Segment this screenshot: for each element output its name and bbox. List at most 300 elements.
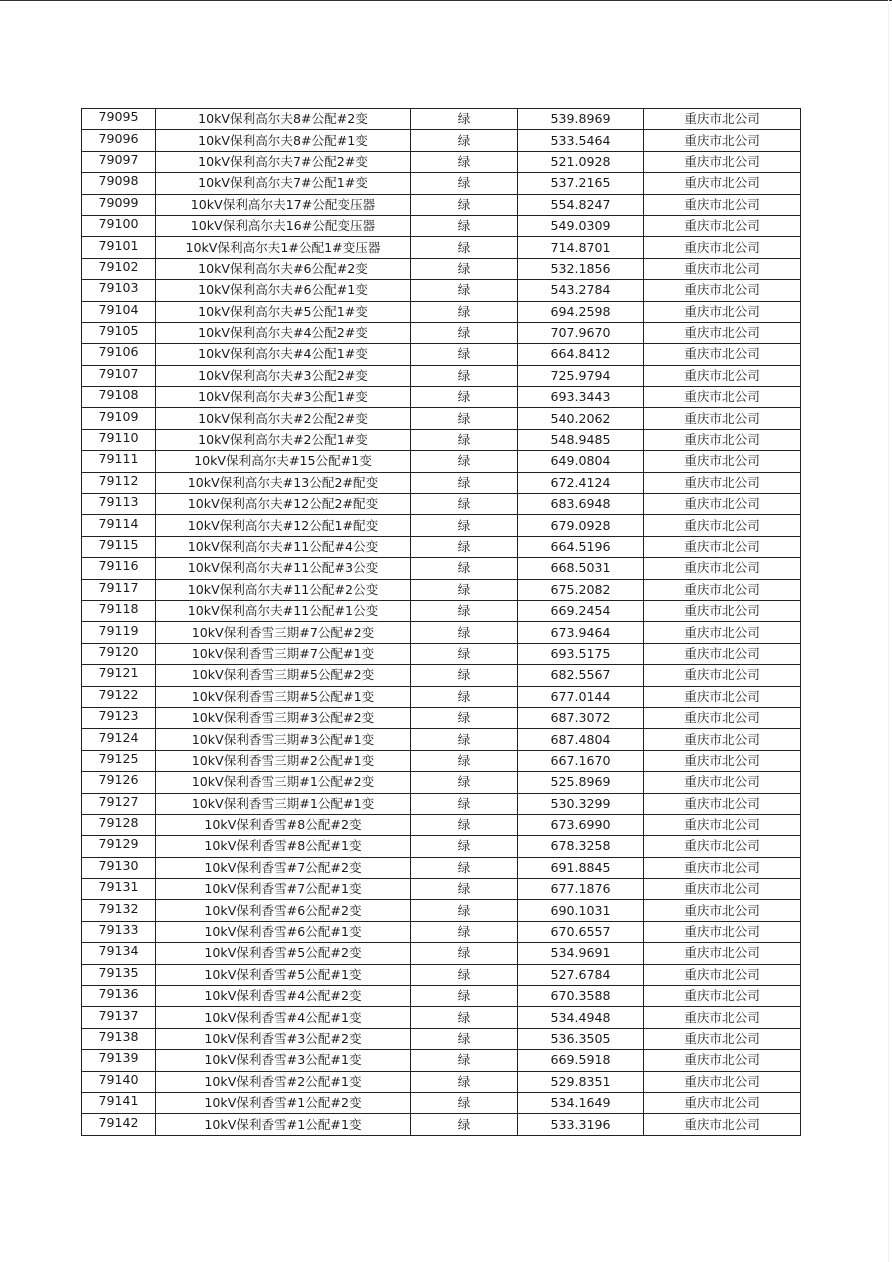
cell-status-color-text: 绿 bbox=[457, 731, 471, 747]
cell-id-text: 79140 bbox=[98, 1071, 139, 1087]
cell-value bbox=[518, 515, 644, 536]
cell-value bbox=[518, 322, 644, 343]
table-row bbox=[82, 986, 801, 1007]
cell-company bbox=[644, 900, 801, 921]
cell-status-color bbox=[411, 579, 518, 600]
cell-company bbox=[644, 515, 801, 536]
cell-id bbox=[82, 964, 156, 985]
cell-transformer-name-text: 10kV保利香雪#7公配#2变 bbox=[204, 859, 362, 875]
cell-id bbox=[82, 1071, 156, 1092]
cell-value-text: 549.0309 bbox=[550, 218, 611, 234]
cell-company-text: 重庆市北公司 bbox=[684, 517, 760, 533]
cell-transformer-name bbox=[156, 558, 411, 579]
cell-status-color bbox=[411, 280, 518, 301]
cell-company-text: 重庆市北公司 bbox=[684, 410, 760, 426]
cell-id bbox=[82, 1114, 156, 1135]
cell-status-color bbox=[411, 173, 518, 194]
table-row bbox=[82, 194, 801, 215]
cell-value bbox=[518, 793, 644, 814]
cell-value bbox=[518, 600, 644, 621]
cell-company bbox=[644, 622, 801, 643]
cell-value bbox=[518, 643, 644, 664]
cell-transformer-name bbox=[156, 1050, 411, 1071]
table-row bbox=[82, 1092, 801, 1113]
cell-transformer-name bbox=[156, 1028, 411, 1049]
page-top-rule bbox=[0, 0, 892, 1]
cell-transformer-name bbox=[156, 772, 411, 793]
table-row bbox=[82, 1071, 801, 1092]
cell-id-text: 79130 bbox=[98, 857, 139, 873]
cell-company bbox=[644, 301, 801, 322]
cell-status-color-text: 绿 bbox=[457, 1030, 471, 1046]
cell-status-color bbox=[411, 258, 518, 279]
cell-transformer-name-text: 10kV保利高尔夫#3公配1#变 bbox=[198, 389, 368, 405]
cell-id bbox=[82, 472, 156, 493]
cell-transformer-name-text: 10kV保利高尔夫#2公配2#变 bbox=[198, 410, 368, 426]
cell-transformer-name-text: 10kV保利高尔夫#4公配1#变 bbox=[198, 346, 368, 362]
cell-value bbox=[518, 579, 644, 600]
cell-company-text: 重庆市北公司 bbox=[684, 218, 760, 234]
cell-transformer-name bbox=[156, 280, 411, 301]
cell-company bbox=[644, 429, 801, 450]
cell-value bbox=[518, 921, 644, 942]
cell-transformer-name-text: 10kV保利高尔夫#5公配1#变 bbox=[198, 303, 368, 319]
cell-status-color-text: 绿 bbox=[457, 410, 471, 426]
cell-status-color bbox=[411, 750, 518, 771]
cell-status-color bbox=[411, 986, 518, 1007]
cell-status-color-text: 绿 bbox=[457, 325, 471, 341]
cell-company-text: 重庆市北公司 bbox=[684, 560, 760, 576]
cell-company bbox=[644, 665, 801, 686]
cell-status-color bbox=[411, 451, 518, 472]
cell-value-text: 649.0804 bbox=[550, 453, 611, 469]
cell-id-text: 79123 bbox=[98, 708, 139, 724]
cell-value-text: 673.9464 bbox=[550, 624, 611, 640]
cell-transformer-name bbox=[156, 686, 411, 707]
cell-value-text: 548.9485 bbox=[550, 432, 611, 448]
cell-value-text: 677.1876 bbox=[550, 881, 611, 897]
cell-id-text: 79101 bbox=[98, 237, 139, 253]
cell-id-text: 79112 bbox=[98, 472, 139, 488]
table-row bbox=[82, 943, 801, 964]
cell-value bbox=[518, 665, 644, 686]
cell-id bbox=[82, 986, 156, 1007]
cell-company-text: 重庆市北公司 bbox=[684, 453, 760, 469]
cell-status-color-text: 绿 bbox=[457, 945, 471, 961]
cell-status-color bbox=[411, 344, 518, 365]
cell-value bbox=[518, 1050, 644, 1071]
cell-company bbox=[644, 237, 801, 258]
cell-company bbox=[644, 1071, 801, 1092]
cell-id bbox=[82, 643, 156, 664]
cell-status-color-text: 绿 bbox=[457, 539, 471, 554]
cell-id bbox=[82, 1007, 156, 1028]
cell-value bbox=[518, 344, 644, 365]
cell-value bbox=[518, 301, 644, 322]
table-row bbox=[82, 879, 801, 900]
cell-transformer-name bbox=[156, 729, 411, 750]
cell-value-text: 687.4804 bbox=[550, 731, 611, 747]
cell-transformer-name bbox=[156, 387, 411, 408]
cell-company-text: 重庆市北公司 bbox=[684, 624, 760, 640]
cell-value-text: 693.5175 bbox=[550, 645, 611, 661]
cell-company-text: 重庆市北公司 bbox=[684, 731, 760, 747]
cell-company-text: 重庆市北公司 bbox=[684, 645, 760, 661]
cell-status-color-text: 绿 bbox=[457, 560, 471, 576]
cell-value-text: 693.3443 bbox=[550, 389, 611, 405]
cell-company-text: 重庆市北公司 bbox=[684, 239, 760, 255]
cell-value bbox=[518, 986, 644, 1007]
cell-id bbox=[82, 344, 156, 365]
cell-status-color bbox=[411, 943, 518, 964]
cell-transformer-name bbox=[156, 451, 411, 472]
cell-value bbox=[518, 472, 644, 493]
cell-company-text: 重庆市北公司 bbox=[684, 1030, 760, 1046]
cell-transformer-name-text: 10kV保利香雪#5公配#1变 bbox=[204, 966, 362, 982]
cell-status-color-text: 绿 bbox=[457, 218, 471, 234]
cell-transformer-name-text: 10kV保利香雪#1公配#2变 bbox=[204, 1095, 362, 1111]
cell-company-text: 重庆市北公司 bbox=[684, 902, 760, 918]
cell-status-color-text: 绿 bbox=[457, 517, 471, 533]
cell-status-color bbox=[411, 814, 518, 835]
cell-status-color-text: 绿 bbox=[457, 752, 471, 768]
cell-transformer-name bbox=[156, 707, 411, 728]
cell-value-text: 682.5567 bbox=[550, 667, 611, 683]
cell-transformer-name-text: 10kV保利高尔夫#11公配#3公变 bbox=[187, 560, 379, 576]
cell-transformer-name bbox=[156, 964, 411, 985]
cell-transformer-name-text: 10kV保利高尔夫#11公配#1公变 bbox=[187, 603, 379, 619]
cell-value bbox=[518, 280, 644, 301]
cell-id bbox=[82, 857, 156, 878]
cell-company bbox=[644, 1028, 801, 1049]
cell-transformer-name-text: 10kV保利香雪三期#1公配#2变 bbox=[191, 774, 375, 790]
cell-status-color bbox=[411, 772, 518, 793]
cell-status-color bbox=[411, 707, 518, 728]
cell-status-color bbox=[411, 558, 518, 579]
cell-status-color-text: 绿 bbox=[457, 902, 471, 918]
cell-status-color bbox=[411, 1071, 518, 1092]
cell-value bbox=[518, 258, 644, 279]
cell-value bbox=[518, 707, 644, 728]
cell-status-color-text: 绿 bbox=[457, 175, 471, 191]
cell-transformer-name bbox=[156, 237, 411, 258]
table-row bbox=[82, 472, 801, 493]
cell-id bbox=[82, 1050, 156, 1071]
cell-value-text: 675.2082 bbox=[550, 581, 611, 597]
table-row bbox=[82, 665, 801, 686]
cell-status-color-text: 绿 bbox=[457, 1073, 471, 1089]
cell-company-text: 重庆市北公司 bbox=[684, 1052, 760, 1068]
cell-status-color-text: 绿 bbox=[457, 282, 471, 298]
cell-company-text: 重庆市北公司 bbox=[684, 988, 760, 1004]
cell-company-text: 重庆市北公司 bbox=[684, 1116, 760, 1132]
cell-id bbox=[82, 1028, 156, 1049]
cell-value bbox=[518, 772, 644, 793]
cell-company bbox=[644, 857, 801, 878]
table-row bbox=[82, 793, 801, 814]
cell-company-text: 重庆市北公司 bbox=[684, 303, 760, 319]
cell-transformer-name-text: 10kV保利高尔夫8#公配#2变 bbox=[198, 111, 368, 127]
cell-id-text: 79096 bbox=[98, 130, 139, 146]
table-row bbox=[82, 836, 801, 857]
cell-value bbox=[518, 365, 644, 386]
table-row bbox=[82, 408, 801, 429]
cell-value-text: 521.0928 bbox=[550, 153, 611, 169]
cell-company bbox=[644, 986, 801, 1007]
cell-id-text: 79128 bbox=[98, 815, 139, 831]
cell-value bbox=[518, 900, 644, 921]
cell-status-color bbox=[411, 1007, 518, 1028]
cell-id-text: 79124 bbox=[98, 729, 139, 745]
cell-transformer-name-text: 10kV保利高尔夫#15公配#1变 bbox=[194, 453, 372, 469]
cell-value bbox=[518, 173, 644, 194]
transformer-table bbox=[81, 108, 801, 1136]
cell-company bbox=[644, 772, 801, 793]
cell-id bbox=[82, 173, 156, 194]
table-row bbox=[82, 130, 801, 151]
cell-company-text: 重庆市北公司 bbox=[684, 966, 760, 982]
cell-transformer-name bbox=[156, 857, 411, 878]
cell-id-text: 79137 bbox=[98, 1007, 139, 1023]
cell-id bbox=[82, 558, 156, 579]
cell-company bbox=[644, 558, 801, 579]
table-row bbox=[82, 536, 801, 557]
cell-company-text: 重庆市北公司 bbox=[684, 881, 760, 897]
cell-status-color-text: 绿 bbox=[457, 581, 471, 597]
cell-id bbox=[82, 109, 156, 130]
cell-value bbox=[518, 1092, 644, 1113]
cell-status-color bbox=[411, 494, 518, 515]
table-row bbox=[82, 1007, 801, 1028]
cell-status-color-text: 绿 bbox=[457, 603, 471, 619]
cell-status-color bbox=[411, 879, 518, 900]
cell-id bbox=[82, 130, 156, 151]
cell-status-color-text: 绿 bbox=[457, 303, 471, 319]
cell-transformer-name bbox=[156, 322, 411, 343]
cell-value bbox=[518, 237, 644, 258]
cell-id bbox=[82, 151, 156, 172]
cell-transformer-name bbox=[156, 750, 411, 771]
cell-status-color bbox=[411, 472, 518, 493]
page-right-edge bbox=[888, 0, 889, 1262]
cell-status-color bbox=[411, 1028, 518, 1049]
cell-transformer-name bbox=[156, 408, 411, 429]
cell-transformer-name-text: 10kV保利香雪#2公配#1变 bbox=[204, 1073, 362, 1089]
cell-status-color-text: 绿 bbox=[457, 774, 471, 790]
cell-id-text: 79097 bbox=[98, 151, 139, 167]
cell-id-text: 79129 bbox=[98, 836, 139, 852]
cell-company bbox=[644, 451, 801, 472]
cell-company-text: 重庆市北公司 bbox=[684, 1009, 760, 1025]
cell-status-color bbox=[411, 215, 518, 236]
cell-transformer-name bbox=[156, 879, 411, 900]
cell-id bbox=[82, 772, 156, 793]
table-row bbox=[82, 622, 801, 643]
cell-value-text: 678.3258 bbox=[550, 838, 611, 854]
cell-company-text: 重庆市北公司 bbox=[684, 196, 760, 212]
cell-id bbox=[82, 814, 156, 835]
cell-company bbox=[644, 280, 801, 301]
cell-value-text: 540.2062 bbox=[550, 410, 611, 426]
cell-id bbox=[82, 1092, 156, 1113]
table-row bbox=[82, 494, 801, 515]
cell-transformer-name bbox=[156, 151, 411, 172]
cell-status-color bbox=[411, 536, 518, 557]
cell-id bbox=[82, 536, 156, 557]
cell-company-text: 重庆市北公司 bbox=[684, 539, 760, 554]
cell-value bbox=[518, 194, 644, 215]
cell-transformer-name bbox=[156, 1007, 411, 1028]
cell-value-text: 677.0144 bbox=[550, 688, 611, 704]
cell-company bbox=[644, 1050, 801, 1071]
cell-id-text: 79099 bbox=[98, 194, 139, 210]
cell-company bbox=[644, 215, 801, 236]
cell-transformer-name-text: 10kV保利高尔夫#4公配2#变 bbox=[198, 325, 368, 341]
cell-value bbox=[518, 451, 644, 472]
cell-transformer-name bbox=[156, 814, 411, 835]
cell-transformer-name bbox=[156, 943, 411, 964]
table-row bbox=[82, 515, 801, 536]
cell-company-text: 重庆市北公司 bbox=[684, 581, 760, 597]
cell-id bbox=[82, 215, 156, 236]
cell-value-text: 529.8351 bbox=[550, 1073, 611, 1089]
cell-status-color-text: 绿 bbox=[457, 474, 471, 490]
cell-transformer-name-text: 10kV保利高尔夫1#公配1#变压器 bbox=[185, 239, 381, 255]
table-row bbox=[82, 173, 801, 194]
cell-transformer-name bbox=[156, 494, 411, 515]
cell-transformer-name-text: 10kV保利香雪#1公配#1变 bbox=[204, 1116, 362, 1132]
cell-company-text: 重庆市北公司 bbox=[684, 795, 760, 811]
cell-transformer-name-text: 10kV保利香雪#7公配#1变 bbox=[204, 881, 362, 897]
cell-company bbox=[644, 879, 801, 900]
cell-id-text: 79103 bbox=[98, 280, 139, 296]
cell-status-color-text: 绿 bbox=[457, 688, 471, 704]
cell-transformer-name bbox=[156, 579, 411, 600]
cell-value-text: 536.3505 bbox=[550, 1030, 611, 1046]
cell-value-text: 707.9670 bbox=[550, 325, 611, 341]
cell-id bbox=[82, 579, 156, 600]
cell-value-text: 664.8412 bbox=[550, 346, 611, 362]
cell-transformer-name-text: 10kV保利香雪#4公配#1变 bbox=[204, 1009, 362, 1025]
table-row bbox=[82, 237, 801, 258]
table-row bbox=[82, 1050, 801, 1071]
cell-transformer-name-text: 10kV保利香雪三期#7公配#1变 bbox=[191, 645, 375, 661]
table-row bbox=[82, 964, 801, 985]
cell-company-text: 重庆市北公司 bbox=[684, 132, 760, 148]
cell-transformer-name bbox=[156, 215, 411, 236]
cell-company bbox=[644, 151, 801, 172]
cell-transformer-name-text: 10kV保利香雪三期#1公配#1变 bbox=[191, 795, 375, 811]
cell-value bbox=[518, 1114, 644, 1135]
cell-id-text: 79127 bbox=[98, 793, 139, 809]
cell-status-color-text: 绿 bbox=[457, 1052, 471, 1068]
cell-value bbox=[518, 964, 644, 985]
cell-company bbox=[644, 322, 801, 343]
cell-id bbox=[82, 729, 156, 750]
cell-value-text: 527.6784 bbox=[550, 966, 611, 982]
cell-id bbox=[82, 387, 156, 408]
cell-value bbox=[518, 536, 644, 557]
cell-value-text: 673.6990 bbox=[550, 817, 611, 833]
table-row bbox=[82, 387, 801, 408]
cell-value bbox=[518, 686, 644, 707]
table-body bbox=[82, 109, 801, 1136]
cell-transformer-name bbox=[156, 1114, 411, 1135]
cell-transformer-name-text: 10kV保利香雪#5公配#2变 bbox=[204, 945, 362, 961]
cell-id-text: 79119 bbox=[98, 622, 139, 638]
cell-id-text: 79111 bbox=[98, 451, 139, 467]
cell-transformer-name-text: 10kV保利高尔夫7#公配1#变 bbox=[198, 175, 368, 191]
cell-transformer-name-text: 10kV保利香雪三期#5公配#2变 bbox=[191, 667, 375, 683]
cell-transformer-name-text: 10kV保利香雪#3公配#2变 bbox=[204, 1030, 362, 1046]
cell-company bbox=[644, 1092, 801, 1113]
cell-status-color-text: 绿 bbox=[457, 1009, 471, 1025]
cell-value bbox=[518, 814, 644, 835]
table-row bbox=[82, 643, 801, 664]
table-row bbox=[82, 750, 801, 771]
cell-transformer-name bbox=[156, 1092, 411, 1113]
cell-value-text: 670.6557 bbox=[550, 924, 611, 940]
cell-value-text: 679.0928 bbox=[550, 517, 611, 533]
cell-id-text: 79105 bbox=[98, 323, 139, 339]
cell-transformer-name bbox=[156, 900, 411, 921]
cell-value-text: 534.9691 bbox=[550, 945, 611, 961]
cell-company-text: 重庆市北公司 bbox=[684, 667, 760, 683]
cell-status-color bbox=[411, 686, 518, 707]
cell-transformer-name bbox=[156, 194, 411, 215]
cell-transformer-name bbox=[156, 600, 411, 621]
table-row bbox=[82, 451, 801, 472]
cell-company bbox=[644, 258, 801, 279]
cell-id bbox=[82, 365, 156, 386]
cell-value-text: 534.4948 bbox=[550, 1009, 611, 1025]
cell-status-color bbox=[411, 429, 518, 450]
cell-id-text: 79106 bbox=[98, 344, 139, 360]
cell-id-text: 79125 bbox=[98, 750, 139, 766]
cell-id-text: 79095 bbox=[98, 109, 139, 125]
cell-id bbox=[82, 258, 156, 279]
cell-value bbox=[518, 558, 644, 579]
cell-transformer-name-text: 10kV保利香雪#3公配#1变 bbox=[204, 1052, 362, 1068]
cell-transformer-name-text: 10kV保利香雪三期#2公配#1变 bbox=[191, 752, 375, 768]
cell-transformer-name-text: 10kV保利高尔夫8#公配#1变 bbox=[198, 132, 368, 148]
cell-value-text: 525.8969 bbox=[550, 774, 611, 790]
cell-value-text: 690.1031 bbox=[550, 902, 611, 918]
cell-id-text: 79121 bbox=[98, 665, 139, 681]
cell-id-text: 79108 bbox=[98, 387, 139, 403]
table-row bbox=[82, 280, 801, 301]
cell-id bbox=[82, 707, 156, 728]
cell-transformer-name-text: 10kV保利高尔夫#6公配#1变 bbox=[198, 282, 368, 298]
cell-status-color-text: 绿 bbox=[457, 432, 471, 448]
cell-company-text: 重庆市北公司 bbox=[684, 1073, 760, 1089]
cell-value bbox=[518, 429, 644, 450]
cell-id-text: 79142 bbox=[98, 1114, 139, 1130]
cell-value-text: 669.5918 bbox=[550, 1052, 611, 1068]
cell-id bbox=[82, 750, 156, 771]
cell-company bbox=[644, 943, 801, 964]
cell-id-text: 79113 bbox=[98, 494, 139, 510]
cell-id bbox=[82, 665, 156, 686]
cell-company-text: 重庆市北公司 bbox=[684, 111, 760, 127]
cell-company-text: 重庆市北公司 bbox=[684, 710, 760, 726]
cell-id-text: 79116 bbox=[98, 558, 139, 574]
cell-value bbox=[518, 494, 644, 515]
cell-company-text: 重庆市北公司 bbox=[684, 603, 760, 619]
cell-company-text: 重庆市北公司 bbox=[684, 175, 760, 191]
cell-id-text: 79134 bbox=[98, 943, 139, 959]
cell-company-text: 重庆市北公司 bbox=[684, 282, 760, 298]
